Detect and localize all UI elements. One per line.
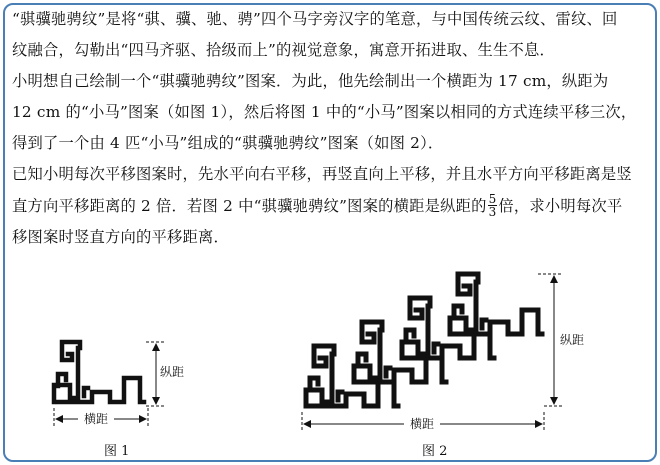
problem-line-2: 纹融合，勾勒出“四马齐驱、拾级而上”的视觉意象，寓意开拓进取、生生不息．	[12, 41, 555, 59]
problem-line-3: 小明想自己绘制一个“骐骥驰骋纹”图案．为此，他先绘制出一个横距为 17 cm，纵距为	[12, 72, 609, 90]
problem-line-6: 已知小明每次平移图案时，先水平向右平移，再竖直向上平移，并且水平方向平移距离是竖	[12, 165, 632, 183]
problem-line-7-start: 直方向平移距离的 2 倍．若图 2 中“骐骥驰骋纹”图案的横距是纵距的	[12, 197, 487, 215]
figure-1-horizontal-label: 横距	[83, 412, 109, 426]
horse-pattern-4	[450, 274, 542, 334]
problem-line-1: “骐骥驰骋纹”是将“骐、骥、驰、骋”四个马字旁汉字的笔意，与中国传统云纹、雷纹、回	[12, 10, 618, 28]
figure-1-vertical-label: 纵距	[160, 365, 185, 379]
figure-2	[290, 262, 630, 440]
figure-2-caption: 图 2	[422, 444, 448, 459]
problem-line-5: 得到了一个由 4 匹“小马”组成的“骐骥驰骋纹”图案（如图 2）．	[12, 134, 444, 152]
fraction-denominator: 3	[488, 204, 497, 219]
fraction	[488, 193, 498, 218]
problem-line-7	[12, 191, 650, 222]
problem-line-4: 12 cm 的“小马”图案（如图 1），然后将图 1 中的“小马”图案以相同的方式连续平移三次，	[12, 103, 637, 121]
figure-2-vertical-label: 纵距	[560, 333, 585, 347]
figure-1-caption: 图 1	[104, 444, 130, 459]
figure-1	[40, 330, 200, 435]
problem-line-7-end: 倍，求小明每次平	[498, 197, 623, 215]
horse-pattern	[54, 342, 144, 402]
fraction-numerator: 5	[488, 191, 497, 206]
figure-2-horizontal-label: 横距	[409, 417, 435, 431]
problem-line-8: 移图案时竖直方向的平移距离．	[12, 228, 229, 246]
